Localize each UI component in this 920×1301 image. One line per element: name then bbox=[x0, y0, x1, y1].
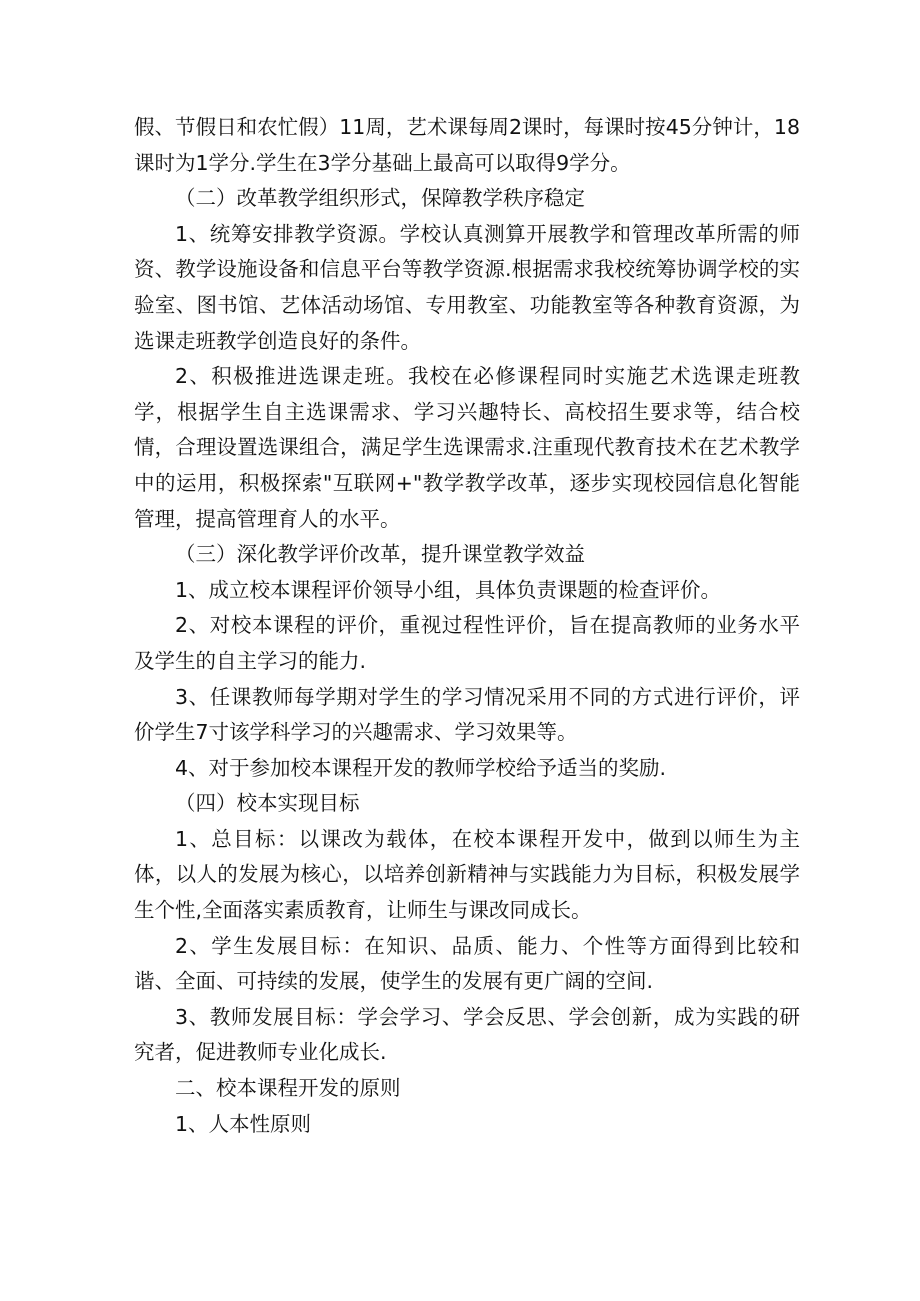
heading-school-goals: （四）校本实现目标 bbox=[175, 791, 360, 816]
paragraph-course-selection: 2、积极推进选课走班。我校在必修课程同时实施艺术选课走班教学，根据学生自主选课需求、学习兴趣特长、高校招生要求等，结合校情，合理设置选课组合，满足学生选课需求.注重现代教育技术在艺术教学中的运用，积极探索"互联网+"教学教学改革，逐步实现校园信息化智能管理，提高管理育人的水平。 bbox=[134, 364, 800, 531]
paragraph-student-goal: 2、学生发展目标：在知识、品质、能力、个性等方面得到比较和谐、全面、可持续的发展，使学生的发展有更广阔的空间. bbox=[134, 933, 800, 994]
heading-development-principles: 二、校本课程开发的原则 bbox=[175, 1076, 401, 1101]
heading-teaching-evaluation: （三）深化教学评价改革，提升课堂教学效益 bbox=[175, 542, 585, 567]
paragraph-teaching-resources: 1、统筹安排教学资源。学校认真测算开展教学和管理改革所需的师资、教学设施设备和信息平台等教学资源.根据需求我校统筹协调学校的实验室、图书馆、艺体活动场馆、专用教室、功能教室等各种教育资源，为选课走班教学创造良好的条件。 bbox=[134, 221, 800, 353]
paragraph-teacher-evaluation: 3、任课教师每学期对学生的学习情况采用不同的方式进行评价，评价学生7寸该学科学习的兴趣需求、学习效果等。 bbox=[134, 684, 800, 745]
paragraph-process-evaluation: 2、对校本课程的评价，重视过程性评价，旨在提高教师的业务水平及学生的自主学习的能力. bbox=[134, 613, 800, 673]
paragraph-credit-hours: 假、节假日和农忙假）11周，艺术课每周2课时，每课时按45分钟计，18课时为1学分.学生在3学分基础上最高可以取得9学分。 bbox=[134, 115, 800, 175]
heading-humanistic-principle: 1、人本性原则 bbox=[175, 1111, 312, 1136]
heading-teaching-organization: （二）改革教学组织形式，保障教学秩序稳定 bbox=[175, 186, 585, 211]
paragraph-teacher-reward: 4、对于参加校本课程开发的教师学校给予适当的奖励. bbox=[175, 755, 667, 780]
paragraph-overall-goal: 1、总目标：以课改为载体，在校本课程开发中，做到以师生为主体，以人的发展为核心，以培养创新精神与实践能力为目标，积极发展学生个性,全面落实素质教育，让师生与课改同成长。 bbox=[134, 826, 800, 923]
paragraph-teacher-goal: 3、教师发展目标：学会学习、学会反思、学会创新，成为实践的研究者，促进教师专业化成长. bbox=[134, 1004, 800, 1065]
paragraph-evaluation-group: 1、成立校本课程评价领导小组，具体负责课题的检查评价。 bbox=[175, 577, 722, 602]
